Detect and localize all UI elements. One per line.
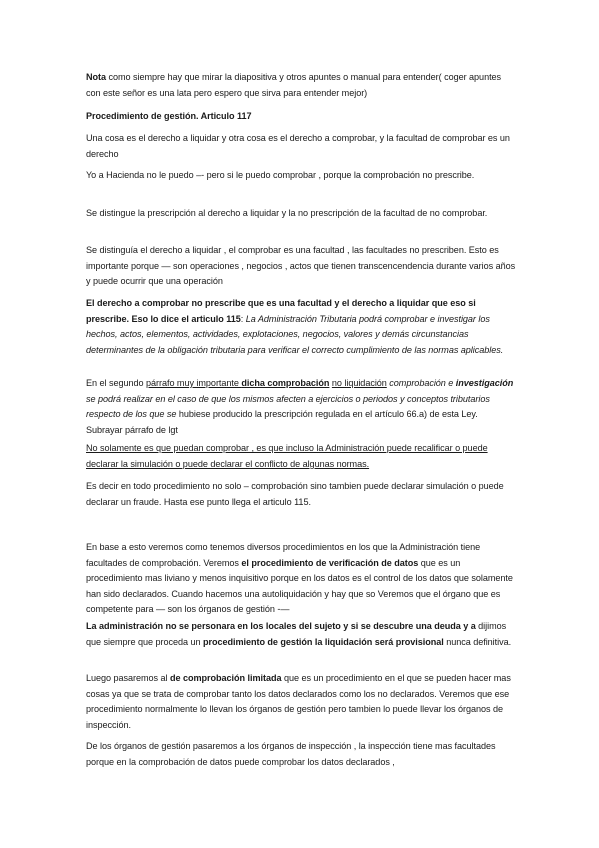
text-run: La administración no se personara en los locales del sujeto y si se descubre una deuda y a bbox=[86, 621, 476, 631]
text-run: De los órganos de gestión pasaremos a los órganos de inspección , la inspección tiene mas facultades porque en la comprobación de datos puede comprobar los datos declarados , bbox=[86, 741, 496, 767]
text-run: procedimiento de gestión la liquidación será provisional bbox=[202, 636, 444, 647]
text-run: que es un procedimiento mas liviano y menos inquisitivo porque en los datos es el control de los datos que solamente han sido declarados. Cuando hacemos una autoliquidación y hay que so Veremos que el órgano que es competente para — son los órganos de gestión -— bbox=[86, 557, 513, 615]
text-run: No solamente es que puedan comprobar , es que incluso la Administración puede recalificar o puede declarar la simulación o puede declarar el conflicto de algunas normas. bbox=[86, 443, 488, 469]
text-run: La Administración Tributaria podrá comprobar e investigar los hechos, actos, elementos, actividades, explotaciones, negocios, valores y demás circunstancias determinantes de la obligación tributaria para verificar el correcto cumplimiento de las normas aplicables. bbox=[86, 313, 504, 355]
text-run: párrafo muy importante bbox=[145, 378, 242, 388]
paragraph-underlined bbox=[86, 441, 516, 472]
section-heading bbox=[86, 109, 516, 125]
paragraph bbox=[86, 376, 516, 438]
text-run: dicha comprobación bbox=[241, 378, 330, 388]
text-run: En base a esto veremos como tenemos diversos procedimientos en los que la Administración tiene facultades de comprobación. Veremos bbox=[86, 542, 481, 568]
text-run: Luego pasaremos al bbox=[86, 673, 170, 683]
paragraph bbox=[86, 131, 516, 162]
text-run: Es decir en todo procedimiento no solo – comprobación sino tambien puede declarar simulación o puede declarar un fraude. Hasta ese punto llega el articulo 115. bbox=[86, 481, 504, 507]
paragraph bbox=[86, 168, 516, 184]
text-run: que es un procedimiento en el que se pueden hacer mas cosas ya que se trata de comprobar tanto los datos declarados como los no declarados. Veremos que ese procedimiento normalmente lo llevan los órganos de gestión pero tambien lo puede llevar los órganos de inspección. bbox=[86, 673, 511, 730]
paragraph bbox=[86, 739, 516, 770]
text-run: Se distingue la prescripción al derecho a liquidar y la no prescripción de la facultad de no comprobar. bbox=[86, 208, 488, 218]
text-run: nunca definitiva. bbox=[443, 636, 512, 647]
text-run: Procedimiento de gestión. Articulo 117 bbox=[86, 111, 252, 121]
text-run: el procedimiento de verificación de datos bbox=[241, 557, 419, 568]
text-run: como siempre hay que mirar la diapositiva y otros apuntes o manual para entender( coger apuntes con este señor es una lata pero espero que sirva para entender mejor) bbox=[86, 72, 502, 98]
text-run: El derecho a comprobar no prescribe que es una facultad y el derecho a liquidar que eso si prescribe. Eso lo dice el articulo 115 bbox=[86, 298, 476, 324]
text-run: no liquidación bbox=[331, 378, 387, 388]
paragraph bbox=[86, 206, 516, 222]
paragraph-note bbox=[86, 70, 516, 101]
text-run: Se distinguía el derecho a liquidar , el comprobar es una facultad , las facultades no prescriben. Esto es importante porque — son operaciones , negocios , actos que tienen transcencendencia durante varios años y puede ocurrir que una operación bbox=[86, 245, 516, 287]
text-run: investigación bbox=[455, 378, 514, 388]
text-run: : bbox=[240, 313, 246, 324]
text-run: En el segundo bbox=[86, 378, 146, 388]
paragraph bbox=[86, 540, 516, 618]
text-run: Una cosa es el derecho a liquidar y otra cosa es el derecho a comprobar, y la facultad de comprobar es un derecho bbox=[86, 133, 510, 159]
text-run: Yo a Hacienda no le puedo –- pero si le puedo comprobar , porque la comprobación no prescribe. bbox=[86, 170, 475, 180]
text-run: dijimos que siempre que proceda un bbox=[86, 621, 507, 647]
text-run: Nota bbox=[86, 72, 107, 82]
paragraph bbox=[86, 243, 516, 290]
text-run: de comprobación limitada bbox=[169, 673, 282, 683]
text-run: hubiese producido la prescripción regulada en el artículo 66.a) de esta Ley. Subrayar párrafo de lgt bbox=[86, 409, 478, 435]
paragraph bbox=[86, 671, 516, 733]
text-run: se podrá realizar en el caso de que los mismos afecten a ejercicios o periodos y conceptos tributarios respecto de los que se bbox=[86, 393, 490, 420]
paragraph-article-115 bbox=[86, 296, 516, 358]
paragraph bbox=[86, 619, 516, 650]
text-run: comprobación e bbox=[389, 378, 456, 388]
paragraph bbox=[86, 479, 516, 510]
